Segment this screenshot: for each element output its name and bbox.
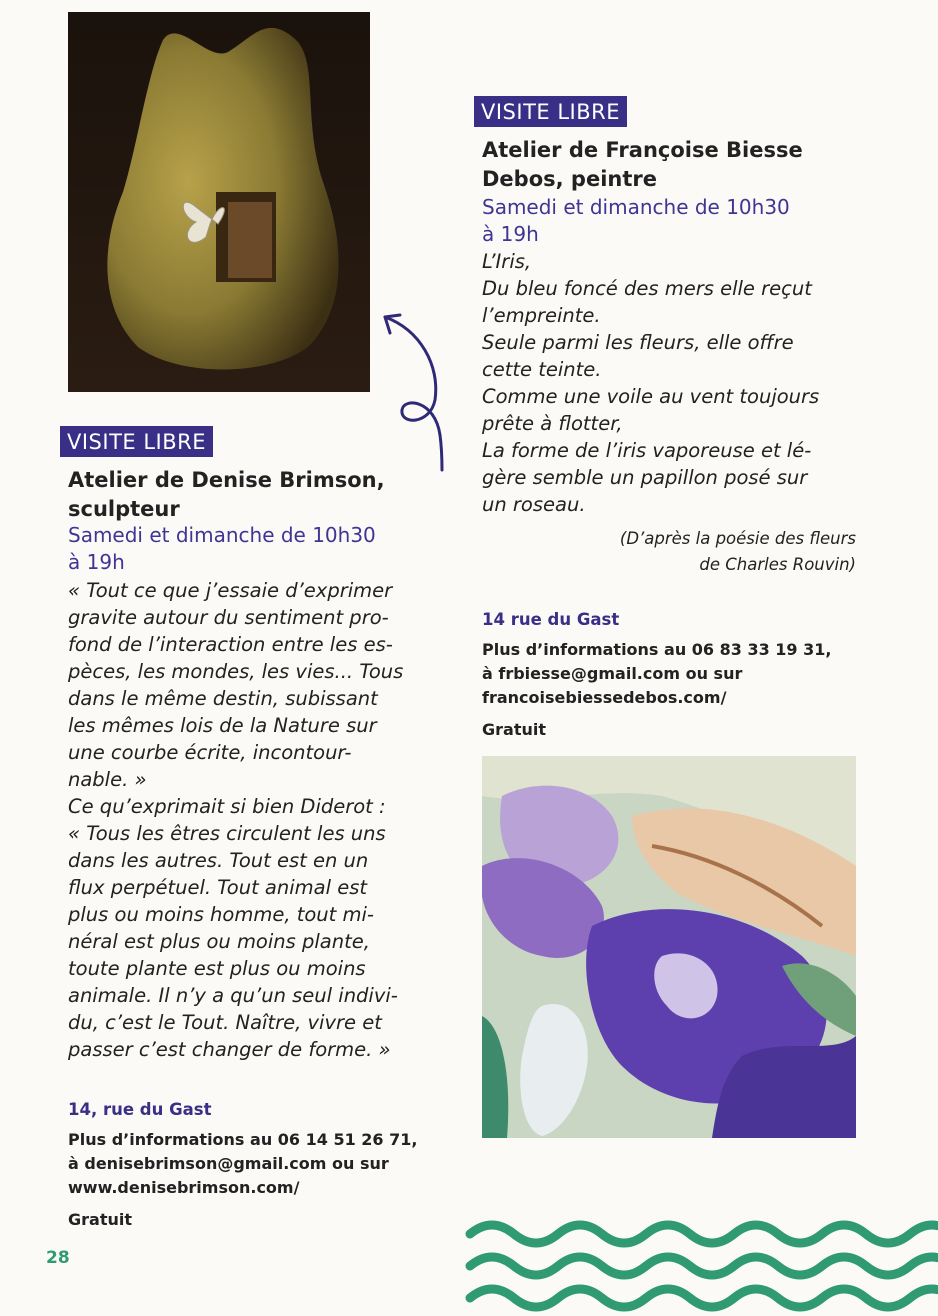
iris-poem: L’Iris, Du bleu foncé des mers elle reçut l’empreinte. Seule parmi les fleurs, elle offre cette teinte. Comme une voile au vent toujours prête à flotter, La forme de l’iris vaporeuse et lé- gère semble un papillon posé sur un roseau.	[482, 250, 820, 516]
sculpture-photo	[68, 12, 370, 392]
poem-credit: (D’après la poésie des fleurs de Charles Rouvin)	[619, 529, 856, 574]
wave-decoration-icon	[462, 1210, 938, 1316]
visite-libre-badge: VISITE LIBRE	[474, 96, 627, 127]
schedule: Samedi et dimanche de 10h30 à 19h	[482, 195, 790, 246]
schedule: Samedi et dimanche de 10h30 à 19h	[68, 523, 376, 574]
iris-painting	[482, 756, 856, 1138]
price: Gratuit	[68, 1210, 132, 1229]
atelier-title: Atelier de Françoise Biesse Debos, peintre	[482, 138, 803, 191]
visite-libre-badge: VISITE LIBRE	[60, 426, 213, 457]
artist-quote: « Tout ce que j’essaie d’exprimer gravite autour du sentiment pro- fond de l’interaction entre les es- pèces, les mondes, les vies... Tous dans le même destin, subissant les mêmes lois de la Nature sur une courbe écrite, incontour- nable. » Ce qu’exprimait si bien Diderot : « Tous les êtres circulent les uns dans les autres. Tout est en un flux perpétuel. Tout animal est plus ou moins homme, tout mi- néral est plus ou moins plante, toute plante est plus ou moins animale. Il n’y a qu’un seul indivi- du, c’est le Tout. Naître, vivre et passer c’est changer de forme. »	[68, 579, 404, 1061]
address: 14, rue du Gast	[68, 1100, 212, 1119]
contact-info: Plus d’informations au 06 14 51 26 71, à denisebrimson@gmail.com ou sur www.denisebrimson.com/	[68, 1130, 418, 1197]
curly-arrow-icon	[380, 305, 460, 475]
contact-info: Plus d’informations au 06 83 33 19 31, à frbiesse@gmail.com ou sur francoisebiessedebos.com/	[482, 640, 832, 707]
price: Gratuit	[482, 720, 546, 739]
address: 14 rue du Gast	[482, 610, 620, 629]
atelier-title: Atelier de Denise Brimson, sculpteur	[68, 468, 385, 521]
page-number: 28	[46, 1248, 70, 1268]
